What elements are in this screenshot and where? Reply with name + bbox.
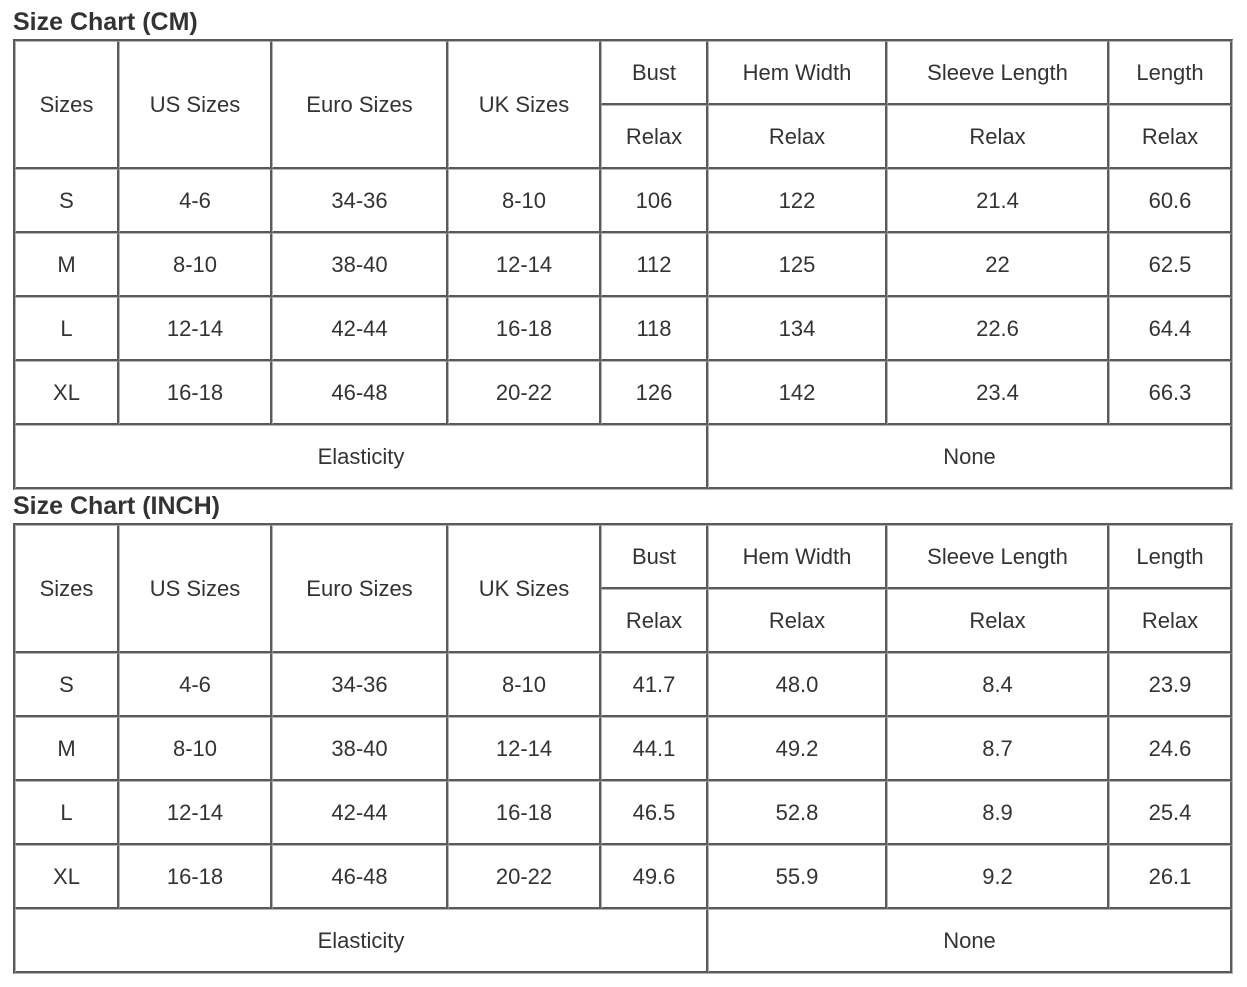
cell-size: XL <box>15 361 119 425</box>
header-euro-sizes: Euro Sizes <box>272 41 448 169</box>
cell-size: S <box>15 169 119 233</box>
header-hem-width: Hem Width <box>708 525 887 589</box>
cell-bust: 106 <box>601 169 708 233</box>
cell-hem-width: 49.2 <box>708 717 887 781</box>
cell-us-size: 4-6 <box>119 653 272 717</box>
cell-hem-width: 122 <box>708 169 887 233</box>
chart-title: Size Chart (INCH) <box>13 492 220 520</box>
header-us-sizes: US Sizes <box>119 41 272 169</box>
cell-us-size: 16-18 <box>119 845 272 909</box>
cell-us-size: 16-18 <box>119 361 272 425</box>
cell-us-size: 12-14 <box>119 297 272 361</box>
header-bust: Bust <box>601 525 708 589</box>
cell-size: L <box>15 781 119 845</box>
cell-euro-size: 46-48 <box>272 845 448 909</box>
cell-sleeve-length: 8.7 <box>887 717 1109 781</box>
header-sleeve-length: Sleeve Length <box>887 41 1109 105</box>
chart-title: Size Chart (CM) <box>13 8 198 36</box>
table-row <box>15 361 1232 425</box>
cell-uk-size: 20-22 <box>448 845 601 909</box>
cell-uk-size: 12-14 <box>448 233 601 297</box>
elasticity-value: None <box>708 425 1232 489</box>
subheader-relax: Relax <box>601 589 708 653</box>
cell-us-size: 8-10 <box>119 717 272 781</box>
elasticity-label: Elasticity <box>15 909 708 973</box>
footer-row <box>15 909 1232 973</box>
cell-size: M <box>15 233 119 297</box>
table-row <box>15 297 1232 361</box>
subheader-relax: Relax <box>601 105 708 169</box>
cell-euro-size: 38-40 <box>272 717 448 781</box>
elasticity-value: None <box>708 909 1232 973</box>
cell-uk-size: 8-10 <box>448 653 601 717</box>
header-us-sizes: US Sizes <box>119 525 272 653</box>
header-uk-sizes: UK Sizes <box>448 41 601 169</box>
cell-size: XL <box>15 845 119 909</box>
cell-uk-size: 16-18 <box>448 781 601 845</box>
header-bust: Bust <box>601 41 708 105</box>
subheader-relax: Relax <box>708 589 887 653</box>
header-row <box>15 41 1232 105</box>
header-sizes: Sizes <box>15 41 119 169</box>
cell-uk-size: 12-14 <box>448 717 601 781</box>
cell-bust: 118 <box>601 297 708 361</box>
header-length: Length <box>1109 41 1232 105</box>
table-row <box>15 169 1232 233</box>
cell-length: 62.5 <box>1109 233 1232 297</box>
header-uk-sizes: UK Sizes <box>448 525 601 653</box>
subheader-relax: Relax <box>708 105 887 169</box>
cell-euro-size: 42-44 <box>272 297 448 361</box>
cell-bust: 46.5 <box>601 781 708 845</box>
cell-bust: 112 <box>601 233 708 297</box>
header-length: Length <box>1109 525 1232 589</box>
cell-us-size: 8-10 <box>119 233 272 297</box>
size-table <box>13 523 1233 974</box>
cell-length: 25.4 <box>1109 781 1232 845</box>
cell-hem-width: 55.9 <box>708 845 887 909</box>
cell-hem-width: 142 <box>708 361 887 425</box>
cell-length: 64.4 <box>1109 297 1232 361</box>
table-row <box>15 717 1232 781</box>
subheader-relax: Relax <box>1109 105 1232 169</box>
header-euro-sizes: Euro Sizes <box>272 525 448 653</box>
cell-sleeve-length: 22.6 <box>887 297 1109 361</box>
header-row <box>15 525 1232 589</box>
table-row <box>15 845 1232 909</box>
cell-euro-size: 46-48 <box>272 361 448 425</box>
size-table <box>13 39 1233 490</box>
cell-hem-width: 52.8 <box>708 781 887 845</box>
cell-uk-size: 8-10 <box>448 169 601 233</box>
footer-row <box>15 425 1232 489</box>
header-sleeve-length: Sleeve Length <box>887 525 1109 589</box>
cell-us-size: 4-6 <box>119 169 272 233</box>
cell-bust: 126 <box>601 361 708 425</box>
cell-hem-width: 125 <box>708 233 887 297</box>
cell-length: 26.1 <box>1109 845 1232 909</box>
table-row <box>15 233 1232 297</box>
cell-size: M <box>15 717 119 781</box>
cell-uk-size: 20-22 <box>448 361 601 425</box>
subheader-relax: Relax <box>887 589 1109 653</box>
table-row <box>15 653 1232 717</box>
cell-sleeve-length: 23.4 <box>887 361 1109 425</box>
cell-length: 24.6 <box>1109 717 1232 781</box>
cell-euro-size: 34-36 <box>272 653 448 717</box>
cell-sleeve-length: 22 <box>887 233 1109 297</box>
cell-length: 60.6 <box>1109 169 1232 233</box>
cell-sleeve-length: 21.4 <box>887 169 1109 233</box>
cell-uk-size: 16-18 <box>448 297 601 361</box>
subheader-relax: Relax <box>1109 589 1232 653</box>
cell-bust: 44.1 <box>601 717 708 781</box>
elasticity-label: Elasticity <box>15 425 708 489</box>
cell-us-size: 12-14 <box>119 781 272 845</box>
table-row <box>15 781 1232 845</box>
header-hem-width: Hem Width <box>708 41 887 105</box>
cell-sleeve-length: 8.4 <box>887 653 1109 717</box>
subheader-relax: Relax <box>887 105 1109 169</box>
cell-bust: 49.6 <box>601 845 708 909</box>
header-sizes: Sizes <box>15 525 119 653</box>
cell-euro-size: 34-36 <box>272 169 448 233</box>
cell-hem-width: 48.0 <box>708 653 887 717</box>
cell-size: L <box>15 297 119 361</box>
cell-size: S <box>15 653 119 717</box>
cell-bust: 41.7 <box>601 653 708 717</box>
cell-euro-size: 42-44 <box>272 781 448 845</box>
cell-length: 23.9 <box>1109 653 1232 717</box>
cell-sleeve-length: 9.2 <box>887 845 1109 909</box>
cell-hem-width: 134 <box>708 297 887 361</box>
cell-euro-size: 38-40 <box>272 233 448 297</box>
cell-length: 66.3 <box>1109 361 1232 425</box>
cell-sleeve-length: 8.9 <box>887 781 1109 845</box>
